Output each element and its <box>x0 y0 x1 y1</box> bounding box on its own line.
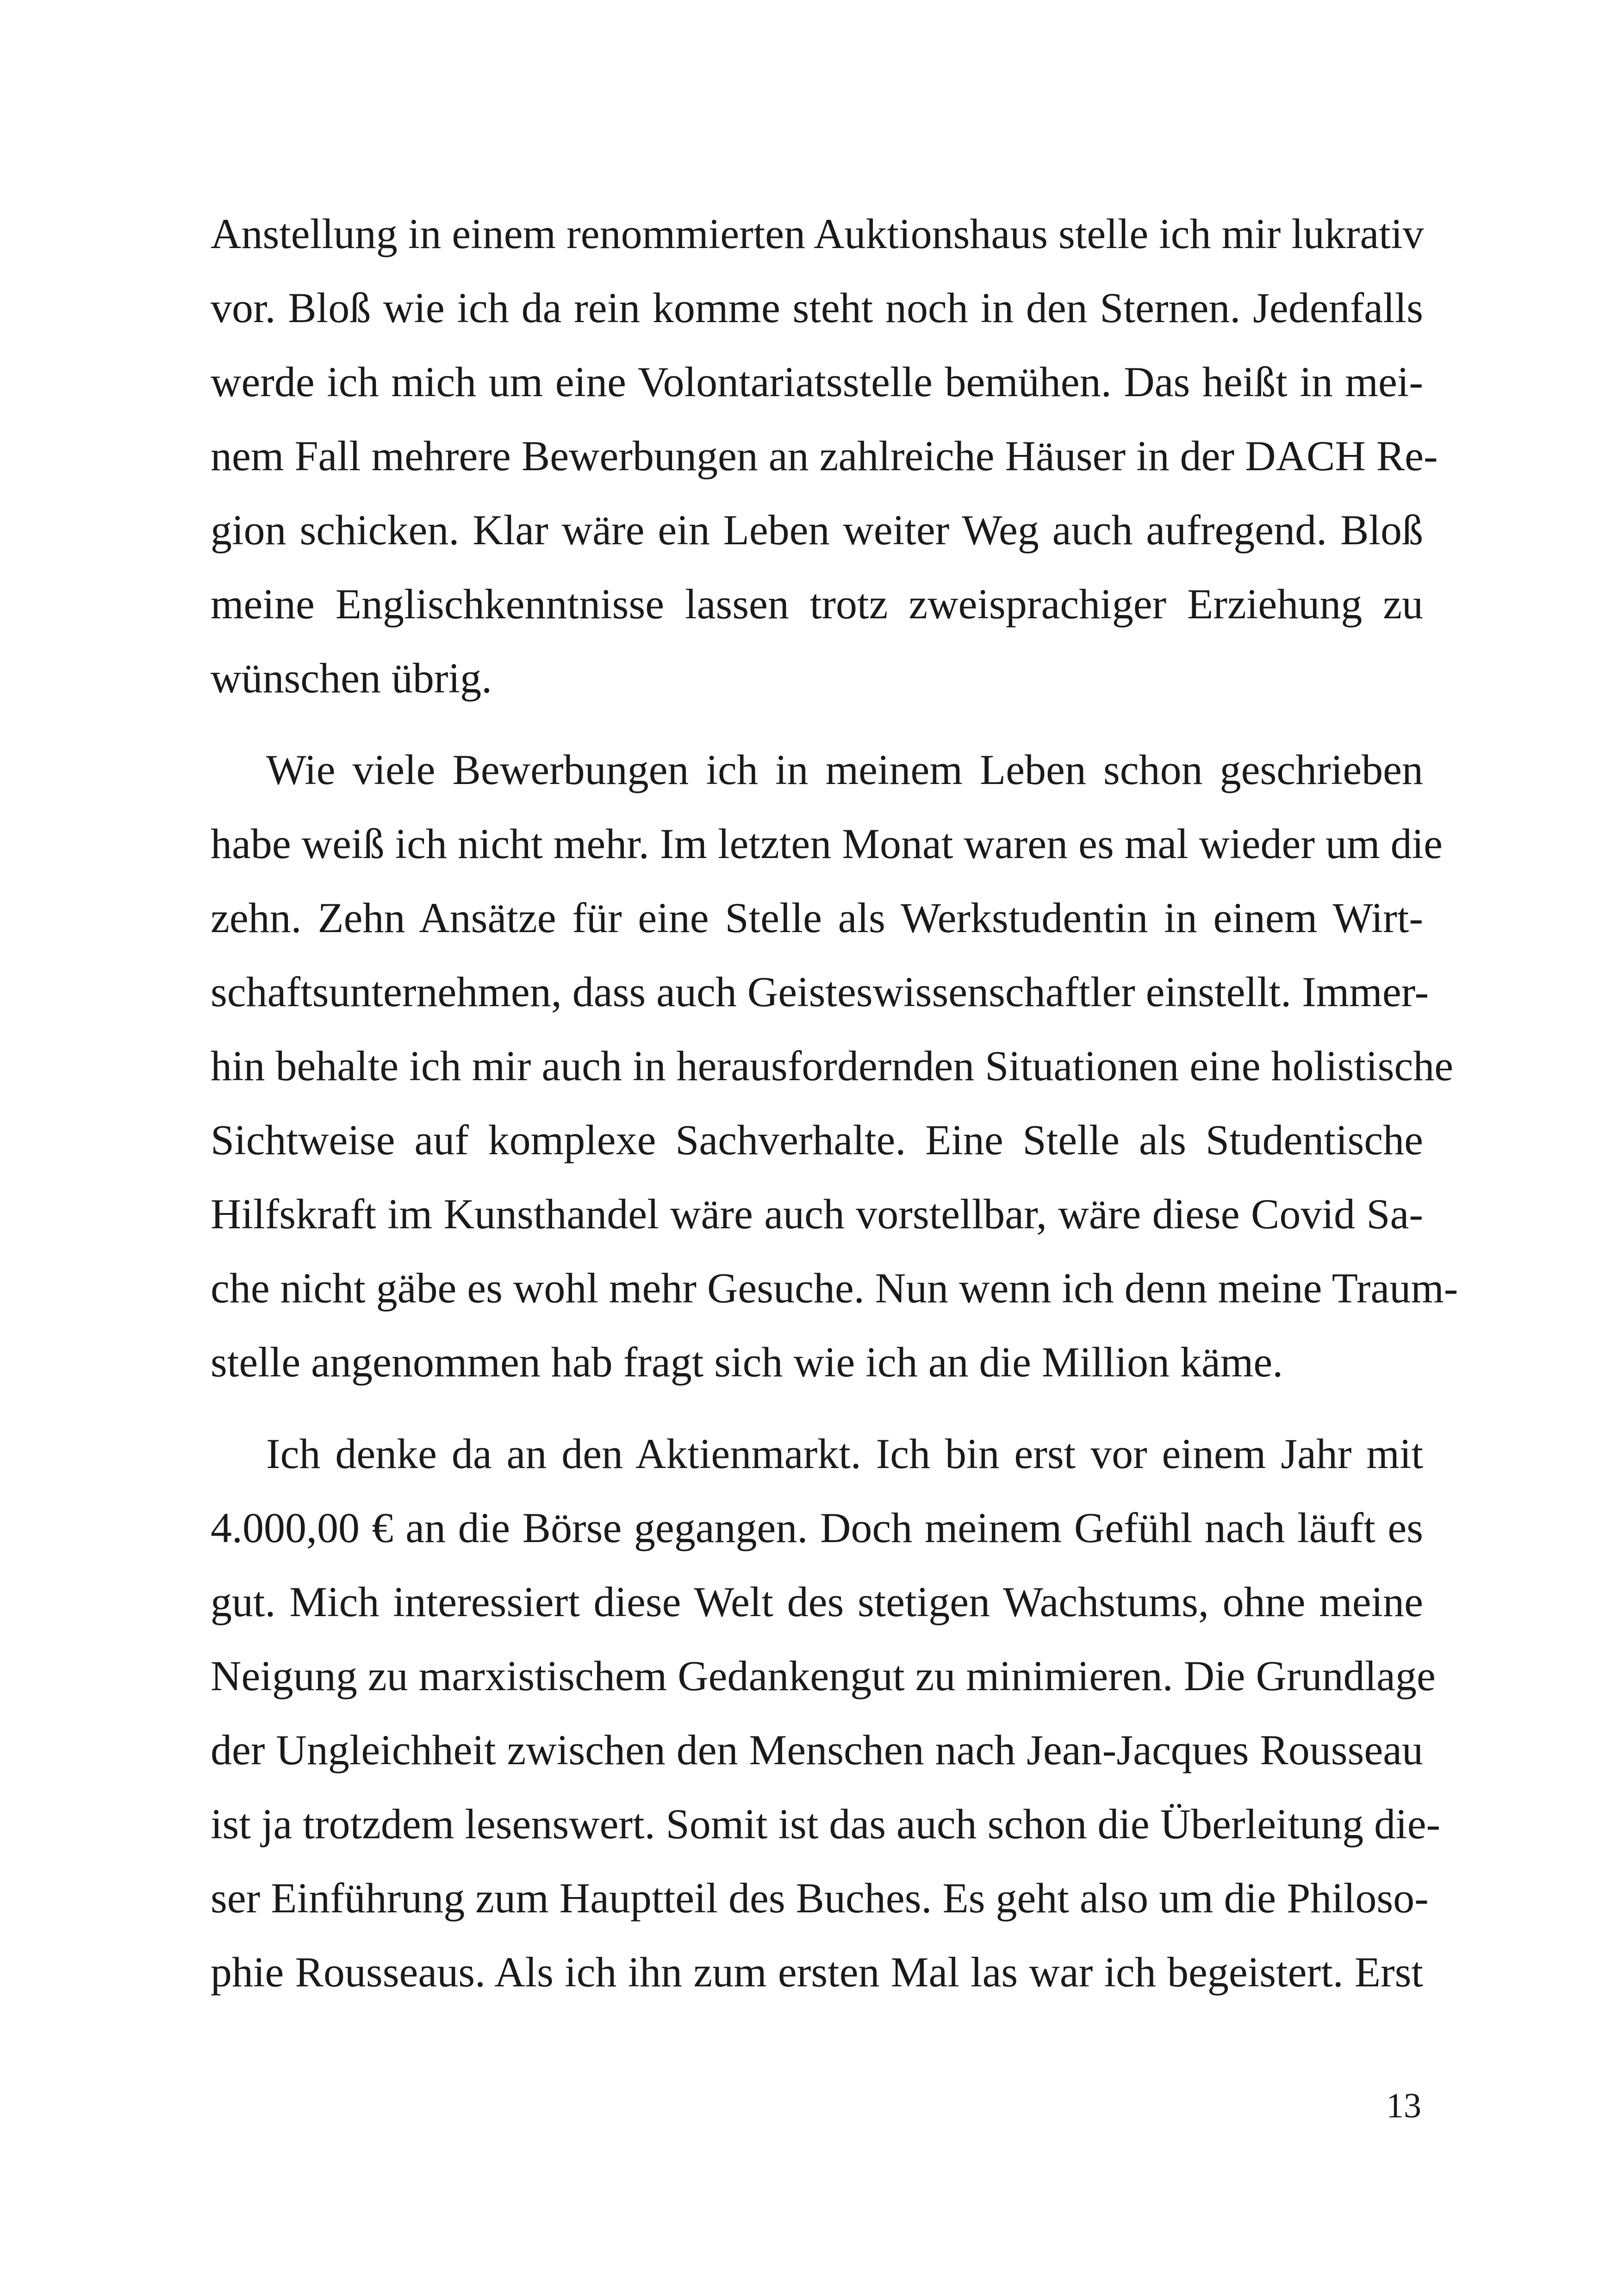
text-line: che nicht gäbe es wohl mehr Gesuche. Nun wenn ich denn meine Traum- <box>211 1264 1458 1312</box>
page-number: 13 <box>1386 2086 1421 2125</box>
text-line: hin behalte ich mir auch in herausfordernden Situationen eine holistische <box>211 1042 1454 1089</box>
text-line: Anstellung in einem renommierten Auktionshaus stelle ich mir lukrativ <box>211 210 1424 257</box>
text-line: phie Rousseaus. Als ich ihn zum ersten Mal las war ich begeistert. Erst <box>211 1948 1423 1996</box>
text-line: ser Einführung zum Hauptteil des Buches. Es geht also um die Philoso- <box>211 1874 1429 1922</box>
text-line: werde ich mich um eine Volontariatsstelle bemühen. Das heißt in mei- <box>211 358 1423 405</box>
paragraph <box>211 197 1438 715</box>
text-line: Hilfskraft im Kunsthandel wäre auch vorstellbar, wäre diese Covid Sa- <box>211 1190 1423 1238</box>
text-line: Neigung zu marxistischem Gedankengut zu minimieren. Die Grundlage <box>211 1652 1436 1699</box>
text-line: 4.000,00 € an die Börse gegangen. Doch meinem Gefühl nach läuft es <box>211 1504 1423 1551</box>
paragraph <box>211 733 1458 1399</box>
text-line: Sichtweise auf komplexe Sachverhalte. Eine Stelle als Studentische <box>211 1116 1423 1164</box>
text-line: nem Fall mehrere Bewerbungen an zahlreiche Häuser in der DACH Re- <box>211 432 1438 479</box>
paragraph <box>211 1417 1441 2009</box>
text-line: der Ungleichheit zwischen den Menschen nach Jean-Jacques Rousseau <box>211 1726 1423 1773</box>
text-line: gion schicken. Klar wäre ein Leben weiter Weg auch aufregend. Bloß <box>211 506 1423 554</box>
text-line: wünschen übrig. <box>211 654 492 702</box>
body-text <box>211 197 1458 2009</box>
text-line: gut. Mich interessiert diese Welt des stetigen Wachstums, ohne meine <box>211 1578 1423 1625</box>
text-line: Ich denke da an den Aktienmarkt. Ich bin erst vor einem Jahr mit <box>266 1430 1423 1477</box>
text-line: stelle angenommen hab fragt sich wie ich an die Million käme. <box>211 1338 1283 1386</box>
text-line: Wie viele Bewerbungen ich in meinem Leben schon geschrieben <box>266 746 1423 793</box>
text-line: habe weiß ich nicht mehr. Im letzten Monat waren es mal wieder um die <box>211 820 1443 867</box>
text-line: zehn. Zehn Ansätze für eine Stelle als Werkstudentin in einem Wirt- <box>211 894 1423 941</box>
text-line: vor. Bloß wie ich da rein komme steht noch in den Sternen. Jedenfalls <box>211 284 1423 331</box>
text-line: schaftsunternehmen, dass auch Geisteswissenschaftler einstellt. Immer- <box>211 968 1429 1015</box>
text-line: meine Englischkenntnisse lassen trotz zweisprachiger Erziehung zu <box>211 580 1423 628</box>
text-line: ist ja trotzdem lesenswert. Somit ist das auch schon die Überleitung die- <box>211 1800 1441 1848</box>
